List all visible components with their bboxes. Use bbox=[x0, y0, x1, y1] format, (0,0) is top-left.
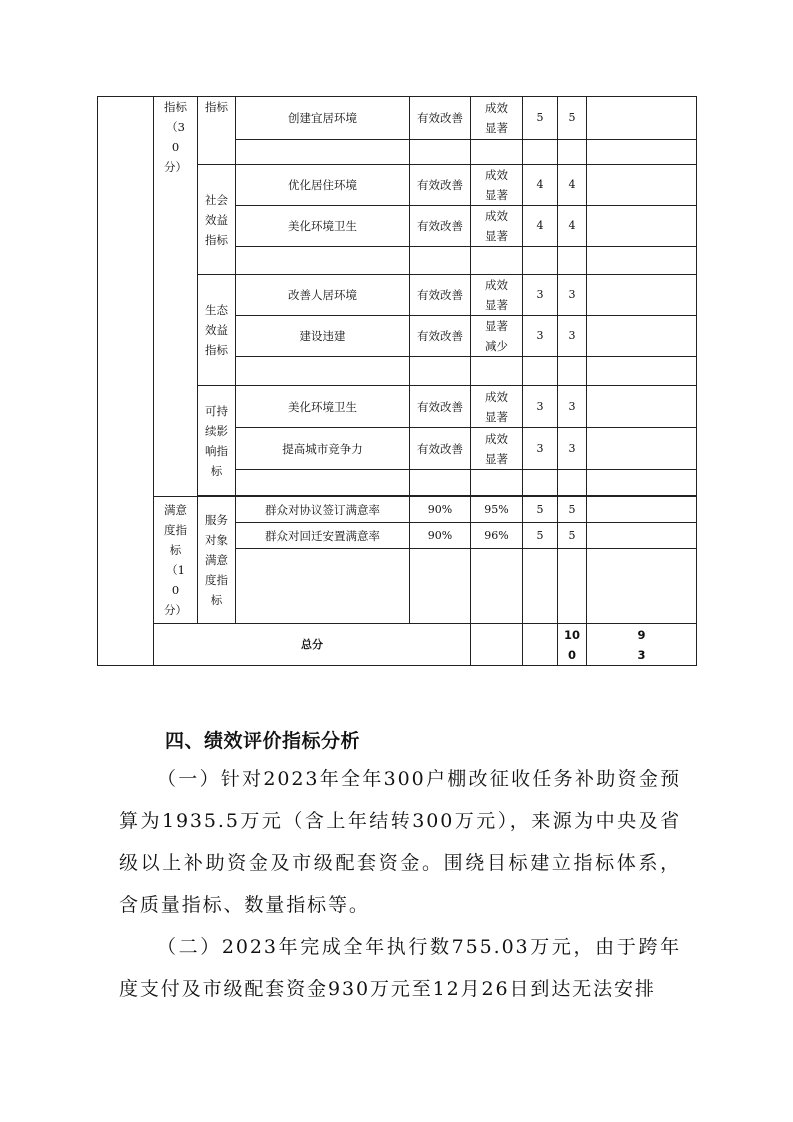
weight-value: 5 bbox=[523, 497, 558, 523]
empty-cell bbox=[471, 357, 523, 386]
empty-cell bbox=[523, 470, 558, 496]
group-social-cell bbox=[198, 165, 236, 275]
section-heading: 四、绩效评价指标分析 bbox=[165, 730, 361, 752]
score-value: 5 bbox=[558, 97, 587, 140]
empty-cell bbox=[523, 140, 558, 165]
group-first-label: 指标 bbox=[205, 100, 228, 114]
target-value: 有效改善 bbox=[417, 219, 463, 233]
target-value: 有效改善 bbox=[417, 178, 463, 192]
empty-cell bbox=[587, 470, 697, 496]
empty-cell bbox=[236, 549, 410, 624]
indicator-name: 优化居住环境 bbox=[236, 165, 410, 206]
remark-cell bbox=[587, 428, 697, 470]
score-value: 4 bbox=[558, 165, 587, 206]
empty-cell bbox=[523, 247, 558, 275]
empty-cell bbox=[471, 549, 523, 624]
actual-value: 96% bbox=[471, 523, 523, 549]
group-ecological-label: 生态效益指标 bbox=[205, 303, 228, 357]
weight-value: 3 bbox=[523, 428, 558, 470]
weight-value: 3 bbox=[523, 386, 558, 428]
weight-value: 5 bbox=[523, 97, 558, 140]
group-first-cell bbox=[198, 97, 236, 165]
performance-evaluation-table bbox=[97, 96, 697, 666]
remark-cell bbox=[587, 497, 697, 523]
weight-value: 4 bbox=[523, 165, 558, 206]
actual-value: 成效显著 bbox=[485, 431, 508, 466]
total-label: 总分 bbox=[154, 624, 471, 666]
empty-cell bbox=[558, 247, 587, 275]
body-paragraph-1: （一）针对2023年全年300户棚改征收任务补助资金预算为1935.5万元（含上年结转300万元），来源为中央及省级以上补助资金及市级配套资金。围绕目标建立指标体系，含质量指标、数量指标等。 bbox=[119, 768, 681, 916]
score-value: 3 bbox=[558, 316, 587, 357]
empty-cell bbox=[558, 470, 587, 496]
target-value: 有效改善 bbox=[417, 111, 463, 125]
indicator-name: 群众对协议签订满意率 bbox=[236, 497, 410, 523]
actual-value: 成效显著 bbox=[485, 278, 508, 312]
group-social-label: 社会效益指标 bbox=[205, 192, 228, 247]
empty-cell bbox=[471, 247, 523, 275]
score-value: 3 bbox=[558, 386, 587, 428]
empty-cell bbox=[236, 247, 410, 275]
empty-cell bbox=[558, 357, 587, 386]
group-ecological-cell bbox=[198, 275, 236, 386]
empty-cell bbox=[587, 549, 697, 624]
target-value: 有效改善 bbox=[417, 288, 463, 302]
empty-cell bbox=[523, 357, 558, 386]
weight-value: 4 bbox=[523, 206, 558, 247]
remark-cell bbox=[587, 165, 697, 206]
total-score: 93 bbox=[637, 627, 646, 662]
target-value: 有效改善 bbox=[417, 329, 463, 343]
remark-cell bbox=[587, 97, 697, 140]
target-value: 90% bbox=[410, 497, 471, 523]
body-paragraph-2: （二）2023年完成全年执行数755.03万元，由于跨年度支付及市级配套资金930万元至12月26日到达无法安排 bbox=[119, 936, 681, 1000]
actual-value: 成效显著 bbox=[485, 209, 508, 243]
performance-indicator-cell bbox=[154, 97, 198, 497]
score-value: 4 bbox=[558, 206, 587, 247]
weight-value: 3 bbox=[523, 316, 558, 357]
empty-cell bbox=[558, 549, 587, 624]
empty-cell bbox=[587, 140, 697, 165]
empty-cell bbox=[410, 247, 471, 275]
empty-cell bbox=[410, 549, 471, 624]
group-service-cell bbox=[198, 497, 236, 624]
empty-cell bbox=[587, 357, 697, 386]
empty-cell bbox=[523, 549, 558, 624]
empty-cell bbox=[587, 247, 697, 275]
actual-value: 95% bbox=[471, 497, 523, 523]
weight-value: 3 bbox=[523, 275, 558, 316]
indicator-name: 提高城市竞争力 bbox=[236, 428, 410, 470]
score-value: 3 bbox=[558, 275, 587, 316]
target-value: 有效改善 bbox=[417, 441, 463, 456]
remark-cell bbox=[587, 523, 697, 549]
remark-cell bbox=[587, 206, 697, 247]
satisfaction-indicator-cell bbox=[154, 497, 198, 624]
indicator-name: 群众对回迁安置满意率 bbox=[236, 523, 410, 549]
performance-indicator-label: 指标（30分） bbox=[164, 100, 187, 174]
empty-cell bbox=[410, 470, 471, 496]
actual-value: 成效显著 bbox=[485, 168, 508, 202]
empty-cell bbox=[236, 470, 410, 496]
score-value: 3 bbox=[558, 428, 587, 470]
indicator-name: 改善人居环境 bbox=[236, 275, 410, 316]
remark-cell bbox=[587, 386, 697, 428]
indicator-name: 美化环境卫生 bbox=[236, 206, 410, 247]
empty-cell bbox=[471, 624, 523, 666]
weight-value: 5 bbox=[523, 523, 558, 549]
actual-value: 显著减少 bbox=[485, 319, 508, 353]
empty-cell bbox=[471, 470, 523, 496]
score-value: 5 bbox=[558, 497, 587, 523]
target-value: 90% bbox=[410, 523, 471, 549]
group-service-label: 服务对象满意度指标 bbox=[205, 513, 228, 607]
actual-value: 成效显著 bbox=[485, 389, 508, 424]
remark-cell bbox=[587, 275, 697, 316]
empty-cell bbox=[236, 140, 410, 165]
total-weight: 100 bbox=[563, 627, 580, 662]
group-sustainable-cell bbox=[198, 386, 236, 496]
empty-cell bbox=[410, 140, 471, 165]
actual-value: 成效显著 bbox=[485, 101, 508, 135]
level1-category-cell bbox=[98, 97, 154, 666]
remark-cell bbox=[587, 316, 697, 357]
empty-cell bbox=[523, 624, 558, 666]
empty-cell bbox=[236, 357, 410, 386]
empty-cell bbox=[471, 140, 523, 165]
empty-cell bbox=[558, 140, 587, 165]
target-value: 有效改善 bbox=[417, 399, 463, 414]
group-sustainable-label: 可持续影响指标 bbox=[205, 403, 228, 478]
score-value: 5 bbox=[558, 523, 587, 549]
indicator-name: 美化环境卫生 bbox=[236, 386, 410, 428]
indicator-name: 建设违建 bbox=[236, 316, 410, 357]
indicator-name: 创建宜居环境 bbox=[236, 97, 410, 140]
empty-cell bbox=[410, 357, 471, 386]
satisfaction-indicator-label: 满意度指标（10分） bbox=[164, 503, 187, 617]
